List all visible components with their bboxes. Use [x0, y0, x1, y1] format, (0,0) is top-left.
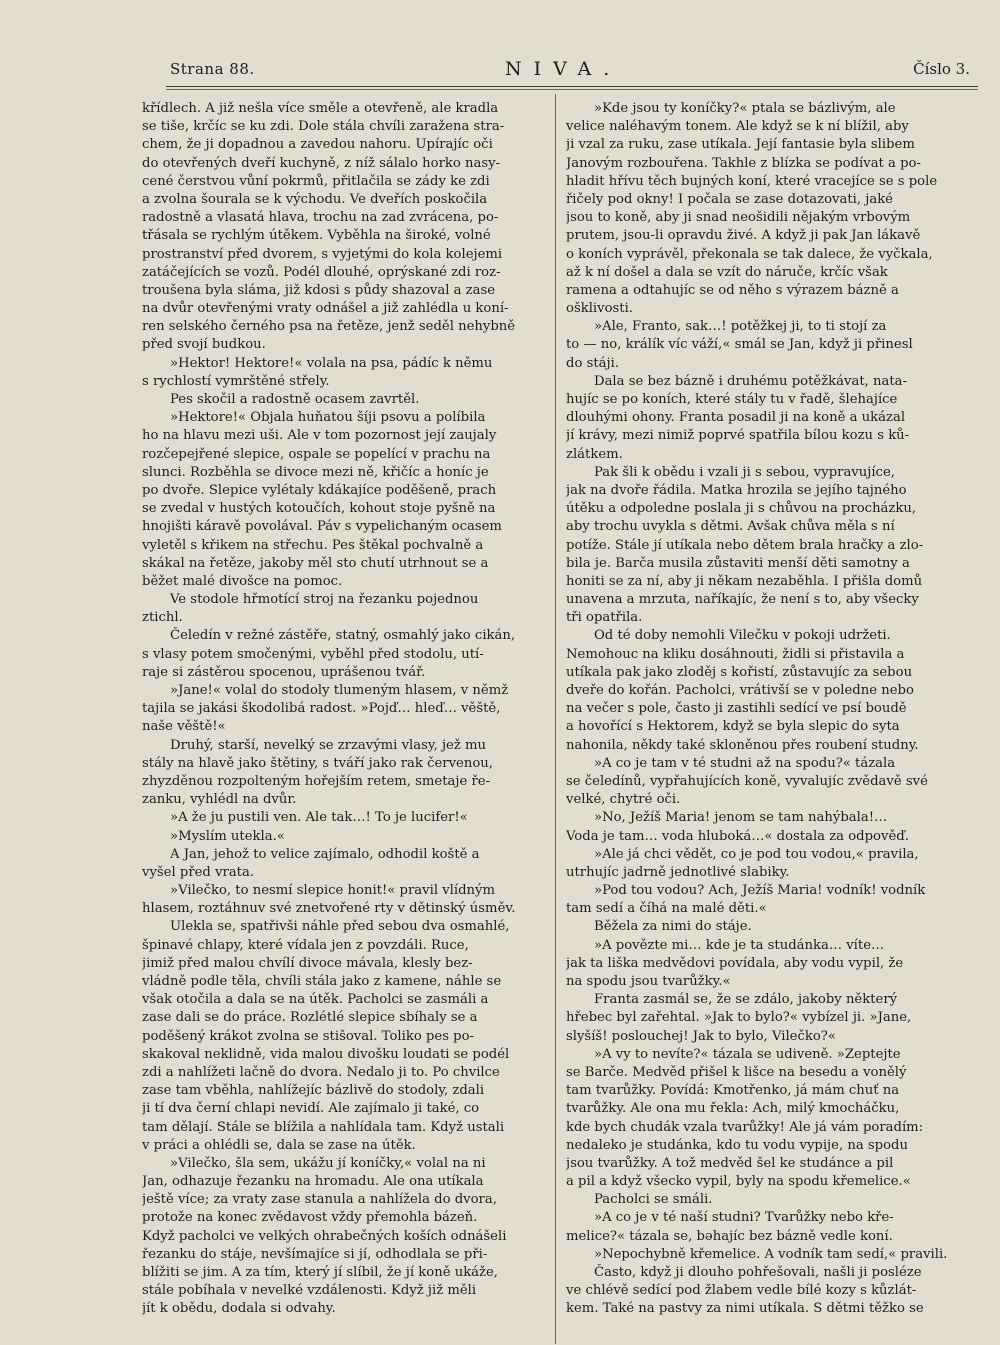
text-line: ren selského černého psa na řetěze, jenž seděl nehybně — [142, 319, 516, 335]
text-line: troušena byla sláma, již kdosi s půdy shazoval a zase — [142, 282, 496, 298]
text-line: »Jane!« volal do stodoly tlumeným hlasem, v němž — [170, 683, 509, 698]
text-line: vyšel před vrata. — [142, 864, 255, 880]
text-line: unavena a mrzuta, naříkajíc, že není s to, aby všecky — [566, 592, 919, 608]
text-line: nedaleko je studánka, kdo tu vodu vypije, na spodu — [566, 1137, 908, 1153]
text-line: ramena a odtahujíc se od něho s výrazem bázně a — [566, 282, 899, 298]
text-line: křídlech. A již nešla více směle a otevřeně, ale kradla — [142, 101, 499, 116]
text-line: kem. Také na pastvy za nimi utíkala. S dětmi těžko se — [566, 1301, 924, 1317]
text-line: jí krávy, mezi nimiž poprvé spatřila bílou kozu s ků- — [566, 428, 910, 444]
text-line: a pil a když všecko vypil, byly na spodu křemelice.« — [566, 1174, 911, 1190]
text-line: »Ale, Franto, sak…! potěžkej ji, to ti stojí za — [594, 319, 887, 335]
text-line: zhyzděnou rozpolteným hořejším retem, smetaje ře- — [142, 773, 491, 789]
text-line: »Nepochybně křemelice. A vodník tam sedí,« pravili. — [594, 1246, 948, 1262]
text-line: velice naléhavým tonem. Ale když se k ní blížil, aby — [566, 119, 909, 135]
text-line: Voda je tam… voda hluboká…« dostala za odpověď. — [566, 828, 909, 844]
text-line: vládně podle těla, chvíli stála jako z kamene, náhle se — [142, 974, 502, 989]
text-line: A Jan, jehož to velice zajímalo, odhodil koště a — [170, 846, 480, 862]
text-line: Čeledín v režné zástěře, statný, osmahlý jako cikán, — [170, 628, 516, 644]
text-line: jsou tvarůžky. A tož medvěd šel ke studánce a pil — [566, 1155, 894, 1171]
text-line: raje si zástěrou spocenou, uprášenou tvář. — [142, 664, 426, 680]
text-line: Franta zasmál se, že se zdálo, jakoby některý — [594, 992, 898, 1008]
text-line: s rychlostí vymrštěné střely. — [142, 373, 330, 389]
issue-number: Číslo 3. — [913, 60, 970, 78]
text-line: ještě více; za vraty zase stanula a nahlížela do dvora, — [142, 1192, 497, 1208]
header-rule — [166, 86, 978, 87]
text-line: ve chlévě sedící pod žlabem vedle bílé kozy s kůzlát- — [566, 1283, 917, 1299]
text-line: »Ale já chci vědět, co je pod tou vodou,« pravila, — [594, 846, 919, 862]
text-line: Pacholci se smáli. — [594, 1192, 713, 1208]
text-line: »Vilečko, šla sem, ukážu jí koníčky,« volal na ni — [170, 1155, 486, 1171]
text-line: nahonila, někdy také skloněnou přes roubení studny. — [566, 737, 919, 753]
text-line: Pes skočil a radostně ocasem zavrtěl. — [170, 392, 420, 407]
text-line: vyletěl s křikem na střechu. Pes štěkal pochvalně a — [142, 537, 484, 553]
text-line: jsou to koně, aby ji snad neošidili nějakým vrbovým — [566, 210, 911, 226]
text-line: řičely pod okny! I počala se zase dotazovati, jaké — [566, 191, 893, 207]
text-line: Druhý, starší, nevelký se zrzavými vlasy, jež mu — [170, 737, 487, 753]
text-line: slunci. Rozběhla se divoce mezi ně, křičíc a honíc je — [142, 464, 489, 480]
text-line: blížiti se jim. A za tím, který jí slíbil, že jí koně ukáže, — [142, 1265, 498, 1280]
text-line: a zvolna šourala se k východu. Ve dveřích poskočila — [142, 191, 488, 207]
text-line: radostně a vlasatá hlava, trochu na zad zvrácena, po- — [142, 210, 499, 226]
text-line: na dvůr otevřenými vraty odnášel a již zahlédla u koní- — [142, 301, 509, 317]
text-line: potíže. Stále jí utíkala nebo dětem brala hračky a zlo- — [566, 537, 924, 553]
text-line: útěku a odpoledne poslala ji s chůvou na procházku, — [566, 501, 917, 517]
text-line: protože na konec zvědavost vždy přemohla bázeň. — [142, 1210, 478, 1226]
text-line: tam sedí a číhá na malé děti.« — [566, 901, 767, 917]
text-line: skakoval neklidně, vida malou divošku loudati se podél — [142, 1046, 510, 1062]
header-rule-secondary — [166, 89, 978, 90]
text-line: zdi a nahlížeti lačně do dvora. Nedalo ji to. Po chvilce — [142, 1064, 500, 1080]
text-line: velké, chytré oči. — [566, 792, 681, 808]
text-line: »A vy to nevíte?« tázala se udiveně. »Zeptejte — [594, 1046, 901, 1062]
text-line: Jan, odhazuje řezanku na hromadu. Ale ona utíkala — [142, 1174, 484, 1190]
text-line: poděšený krákot zvolna se stišoval. Toliko pes po- — [142, 1028, 474, 1044]
text-line: hladit hřívu těch bujných koní, které vracejíce se s pole — [566, 173, 938, 189]
text-line: skákal na řetěze, jakoby měl sto chutí utrhnout se a — [142, 555, 489, 571]
text-line: tajila se jakási škodolibá radost. »Pojď… hleď… věště, — [142, 701, 501, 717]
text-line: o koních vyprávěl, překonala se tak dalece, že vyčkala, — [566, 246, 933, 262]
text-line: řezanku do stáje, nevšímajíce si jí, odhodlala se při- — [142, 1246, 488, 1262]
text-line: prutem, jsou-li opravdu živé. A když ji pak Jan lákavě — [566, 228, 921, 244]
text-line: »A povězte mi… kde je ta studánka… víte… — [594, 937, 885, 953]
page-number: Strana 88. — [170, 60, 255, 78]
text-line: chem, že ji dopadnou a zavedou nahoru. Upírajíc oči — [142, 137, 493, 153]
text-line: s vlasy potem smočenými, vyběhl před stodolu, utí- — [142, 646, 484, 662]
text-line: Dala se bez bázně i druhému potěžkávat, nata- — [594, 373, 907, 389]
text-line: ošklivosti. — [566, 301, 633, 317]
text-line: tam dělají. Stále se blížila a nahlídala tam. Když ustali — [142, 1119, 505, 1135]
text-line: zanku, vyhlédl na dvůr. — [142, 792, 297, 808]
text-line: se zvedal v hustých kotoučích, kohout stoje pyšně na — [142, 501, 496, 517]
text-line: ho na hlavu mezi uši. Ale v tom pozornost její zaujaly — [142, 428, 497, 444]
text-line: stály na hlavě jako štětiny, s tváří jako rak červenou, — [142, 755, 493, 771]
text-line: »A že ju pustili ven. Ale tak…! To je lucifer!« — [170, 810, 468, 826]
text-line: na spodu jsou tvarůžky.« — [566, 974, 731, 989]
text-line: stále pobíhala v nevelké vzdálenosti. Když již měli — [142, 1283, 477, 1299]
text-line: hlasem, roztáhnuv své znetvořené rty v dětinský úsměv. — [142, 901, 516, 917]
text-line: honiti se za ní, aby ji někam nezaběhla. I přišla domů — [566, 573, 923, 589]
text-line: »No, Ježíš Maria! jenom se tam nahýbala!… — [594, 810, 888, 826]
text-line: Pak šli k obědu i vzali ji s sebou, vypravujíce, — [594, 464, 895, 480]
text-line: kde bych chudák vzala tvarůžky! Ale já vám poradím: — [566, 1119, 924, 1135]
text-line: slyšíš! poslouchej! Jak to bylo, Vilečko?« — [566, 1028, 836, 1044]
text-line: až k ní došel a dala se vzít do náruče, krčíc však — [566, 264, 888, 280]
magazine-title: NIVA. — [505, 58, 622, 80]
text-line: hnojišti káravě povolával. Páv s vypelichaným ocasem — [142, 519, 502, 535]
text-line: »Pod tou vodou? Ach, Ježíš Maria! vodník! vodník — [594, 883, 926, 899]
text-line: se čeledínů, vypřahujících koně, vyvalujíc zvědavě své — [566, 773, 928, 789]
text-line: Od té doby nemohli Vilečku v pokoji udržeti. — [594, 628, 891, 644]
text-line: Nemohouc na kliku dosáhnouti, židli si přistavila a — [566, 646, 905, 662]
text-line: »Hektore!« Objala huňatou šíji psovu a políbila — [170, 410, 486, 426]
text-line: zase tam vběhla, nahlížejíc bázlivě do stodoly, zdali — [142, 1083, 485, 1099]
text-line: rozčepejřené slepice, ospale se popelící v prachu na — [142, 446, 491, 462]
text-line: Ulekla se, spatřivši náhle před sebou dva osmahlé, — [170, 919, 510, 935]
text-line: »Vilečko, to nesmí slepice honit!« pravil vlídným — [170, 883, 496, 899]
text-line: to — no, králík víc váží,« smál se Jan, když ji přinesl — [566, 337, 913, 353]
text-line: a hovořící s Hektorem, když se byla slepic do syta — [566, 719, 900, 735]
text-line: tvarůžky. Ale ona mu řekla: Ach, milý kmocháčku, — [566, 1101, 900, 1117]
text-line: utrhujíc jadrně jednotlivé slabiky. — [566, 864, 790, 880]
text-line: však otočila a dala se na útěk. Pacholci se zasmáli a — [142, 992, 489, 1008]
text-line: jimiž před malou chvílí divoce mávala, klesly bez- — [142, 955, 473, 971]
text-line: tam tvarůžky. Povídá: Kmotřenko, já mám chuť na — [566, 1083, 900, 1099]
text-line: »Hektor! Hektore!« volala na psa, pádíc k němu — [170, 355, 493, 371]
text-line: cené čerstvou vůní pokrmů, přitlačila se zády ke zdi — [142, 173, 490, 189]
text-line: jak na dvoře řádila. Matka hrozila se jejího tajného — [566, 482, 907, 498]
text-line: zase dali se do práce. Rozlétlé slepice sbíhaly se a — [142, 1010, 478, 1026]
text-line: hřebec byl zařehtal. »Jak to bylo?« vybízel ji. »Jane, — [566, 1010, 912, 1026]
text-line: před svojí budkou. — [142, 337, 266, 353]
text-line: ji tí dva černí chlapi nevidí. Ale zajímalo ji také, co — [142, 1101, 480, 1117]
right-text-column — [566, 100, 979, 1319]
text-line: Běžela za nimi do stáje. — [594, 919, 752, 935]
text-line: běžet malé divošce na pomoc. — [142, 573, 343, 589]
text-line: Janovým rozbouřena. Takhle z blízka se podívat a po- — [566, 155, 921, 171]
text-line: utíkala pak jako zloděj s kořistí, zůstavujíc za sebou — [566, 664, 913, 680]
text-line: jít k obědu, dodala si odvahy. — [142, 1301, 336, 1317]
text-line: Když pacholci ve velkých ohrabečných koších odnášeli — [142, 1228, 507, 1244]
text-line: se tiše, krčíc se ku zdi. Dole stála chvíli zaražena stra- — [142, 119, 505, 135]
left-text-column — [142, 100, 544, 1319]
text-line: »Myslím utekla.« — [170, 828, 285, 844]
text-line: do stáji. — [566, 355, 620, 371]
text-line: dveře do kořán. Pacholci, vrátivší se v poledne nebo — [566, 683, 914, 698]
text-line: »Kde jsou ty koníčky?« ptala se bázlivým, ale — [594, 101, 896, 116]
text-line: melice?« tázala se, bəhajíc bez bázně vedle koní. — [566, 1228, 893, 1244]
text-line: »A co je v té naší studni? Tvarůžky nebo kře- — [594, 1210, 894, 1226]
text-line: jak ta liška medvědovi povídala, aby vodu vypil, že — [566, 955, 904, 971]
text-line: na večer s pole, často ji zastihli sedící ve psí boudě — [566, 701, 907, 717]
text-line: se Barče. Medvěd přišel k lišce na besedu a vonělý — [566, 1064, 907, 1080]
text-line: Často, když ji dlouho pohřešovali, našli ji posléze — [594, 1265, 922, 1280]
text-line: tři opatřila. — [566, 610, 643, 626]
text-line: ji vzal za ruku, zase utíkala. Její fantasie byla slibem — [566, 137, 915, 153]
text-line: naše věště!« — [142, 719, 226, 735]
text-line: hujíc se po koních, které stály tu v řadě, šlehajíce — [566, 392, 898, 407]
text-line: »A co je tam v té studni až na spodu?« tázala — [594, 755, 896, 771]
text-line: třásala se rychlým útěkem. Vyběhla na široké, volné — [142, 228, 491, 244]
text-line: špinavé chlapy, které vídala jen z povzdáli. Ruce, — [142, 937, 469, 953]
text-line: bila je. Barča musila zůstaviti menší děti samotny a — [566, 555, 910, 571]
text-line: do otevřených dveří kuchyně, z níž sálalo horko nasy- — [142, 155, 501, 171]
text-line: v práci a ohlédli se, dala se zase na útěk. — [142, 1137, 416, 1153]
text-line: zlátkem. — [566, 446, 623, 462]
text-line: ztichl. — [142, 610, 183, 626]
text-line: dlouhými ohony. Franta posadil ji na koně a ukázal — [566, 410, 906, 426]
column-divider — [555, 94, 556, 1344]
text-line: aby trochu uvykla s dětmi. Avšak chůva měla s ní — [566, 519, 895, 535]
text-line: zatáčejících se vozů. Podél dlouhé, oprýskané zdi roz- — [142, 264, 501, 280]
text-line: prostranství před dvorem, s vyjetými do kola kolejemi — [142, 246, 503, 262]
page-header — [170, 60, 970, 88]
text-line: po dvoře. Slepice vylétaly kdákajíce poděšeně, prach — [142, 482, 497, 498]
text-line: Ve stodole hřmotící stroj na řezanku pojednou — [170, 592, 479, 608]
